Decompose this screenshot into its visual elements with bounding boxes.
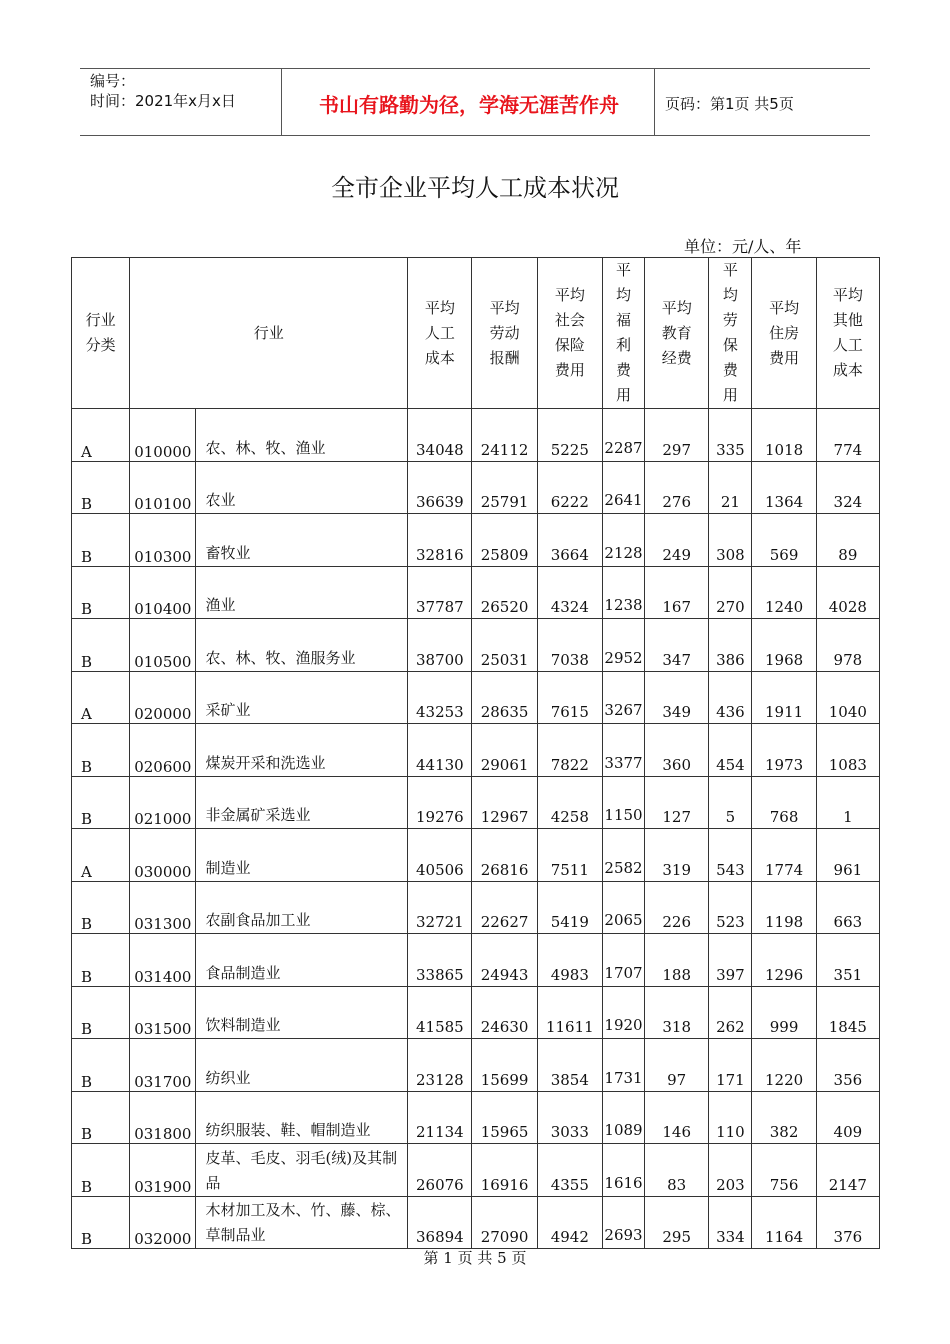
table-row [72,619,880,672]
avg-social-insurance-cell: 7038 [537,619,602,672]
industry-code-cell: 031900 [130,1144,196,1197]
header-page-label: 页码：第1页 共5页 [665,95,794,113]
avg-other-cost-cell: 1083 [816,724,879,777]
avg-labor-cost-cell: 44130 [408,724,472,777]
avg-welfare-cell: 1089 [602,1091,644,1144]
avg-housing-cell: 1911 [752,671,816,724]
avg-welfare-cell: 2582 [602,829,644,882]
avg-labor-cost-cell: 36894 [408,1196,472,1249]
avg-welfare-cell: 1707 [602,934,644,987]
avg-other-cost-cell: 376 [816,1196,879,1249]
header-avg-other-cost: 平均其他人工成本 [816,258,879,409]
avg-social-insurance-cell: 5225 [537,409,602,462]
header-avg-labor-cost: 平均人工成本 [408,258,472,409]
avg-labor-cost-cell: 36639 [408,461,472,514]
industry-name-cell: 纺织业 [196,1039,408,1092]
avg-welfare-cell: 1731 [602,1039,644,1092]
table-row [72,514,880,567]
table-row [72,1039,880,1092]
industry-class-cell: B [72,724,130,777]
avg-social-insurance-cell: 3664 [537,514,602,567]
avg-labor-cost-cell: 40506 [408,829,472,882]
avg-other-cost-cell: 1 [816,776,879,829]
header-industry: 行业 [130,258,408,409]
header-avg-housing: 平均住房费用 [752,258,816,409]
avg-welfare-cell: 2693 [602,1196,644,1249]
industry-class-cell: B [72,619,130,672]
industry-code-cell: 021000 [130,776,196,829]
avg-education-cell: 349 [645,671,709,724]
avg-housing-cell: 569 [752,514,816,567]
industry-name-cell: 非金属矿采选业 [196,776,408,829]
industry-name-cell: 农、林、牧、渔业 [196,409,408,462]
avg-remuneration-cell: 25031 [472,619,537,672]
avg-education-cell: 188 [645,934,709,987]
industry-code-cell: 020000 [130,671,196,724]
industry-name-cell: 饮料制造业 [196,986,408,1039]
avg-labor-protection-cell: 270 [709,566,752,619]
industry-class-cell: B [72,776,130,829]
document-time-label: 时间：2021年x月x日 [90,92,236,110]
table-row [72,986,880,1039]
avg-social-insurance-cell: 7615 [537,671,602,724]
avg-welfare-cell: 1150 [602,776,644,829]
industry-name-cell: 农业 [196,461,408,514]
page-footer: 第 1 页 共 5 页 [423,1249,527,1267]
avg-other-cost-cell: 324 [816,461,879,514]
table-row [72,671,880,724]
avg-welfare-cell: 2641 [602,461,644,514]
avg-social-insurance-cell: 7822 [537,724,602,777]
document-title: 全市企业平均人工成本状况 [331,174,619,202]
industry-code-cell: 010400 [130,566,196,619]
avg-housing-cell: 1198 [752,881,816,934]
avg-other-cost-cell: 774 [816,409,879,462]
header-avg-labor-protection: 平均劳保费用 [709,258,752,409]
industry-name-cell: 纺织服装、鞋、帽制造业 [196,1091,408,1144]
avg-housing-cell: 756 [752,1144,816,1197]
avg-remuneration-cell: 28635 [472,671,537,724]
labor-cost-table [71,257,880,1249]
avg-welfare-cell: 2128 [602,514,644,567]
avg-education-cell: 226 [645,881,709,934]
avg-remuneration-cell: 12967 [472,776,537,829]
avg-labor-cost-cell: 38700 [408,619,472,672]
avg-remuneration-cell: 24943 [472,934,537,987]
avg-labor-protection-cell: 335 [709,409,752,462]
industry-class-cell: B [72,566,130,619]
industry-name-cell: 食品制造业 [196,934,408,987]
industry-class-cell: B [72,986,130,1039]
avg-labor-cost-cell: 32721 [408,881,472,934]
avg-education-cell: 97 [645,1039,709,1092]
avg-remuneration-cell: 29061 [472,724,537,777]
industry-class-cell: B [72,934,130,987]
header-avg-remuneration: 平均劳动报酬 [472,258,537,409]
avg-welfare-cell: 1920 [602,986,644,1039]
avg-social-insurance-cell: 4355 [537,1144,602,1197]
avg-other-cost-cell: 89 [816,514,879,567]
avg-labor-cost-cell: 37787 [408,566,472,619]
avg-education-cell: 295 [645,1196,709,1249]
industry-name-cell: 皮革、毛皮、羽毛(绒)及其制品 [196,1144,408,1197]
avg-education-cell: 83 [645,1144,709,1197]
avg-welfare-cell: 2065 [602,881,644,934]
table-row [72,1091,880,1144]
industry-code-cell: 010500 [130,619,196,672]
avg-labor-cost-cell: 19276 [408,776,472,829]
industry-code-cell: 031800 [130,1091,196,1144]
table-row [72,829,880,882]
table-header-row [72,258,880,409]
avg-housing-cell: 1364 [752,461,816,514]
avg-housing-cell: 1968 [752,619,816,672]
avg-other-cost-cell: 978 [816,619,879,672]
avg-social-insurance-cell: 11611 [537,986,602,1039]
avg-social-insurance-cell: 7511 [537,829,602,882]
table-body [72,409,880,1249]
header-divider [281,69,282,135]
avg-housing-cell: 1973 [752,724,816,777]
table-row [72,566,880,619]
avg-welfare-cell: 3377 [602,724,644,777]
avg-labor-protection-cell: 397 [709,934,752,987]
avg-education-cell: 146 [645,1091,709,1144]
avg-other-cost-cell: 961 [816,829,879,882]
avg-housing-cell: 1240 [752,566,816,619]
avg-social-insurance-cell: 3854 [537,1039,602,1092]
avg-labor-cost-cell: 41585 [408,986,472,1039]
table-row [72,1144,880,1197]
industry-code-cell: 032000 [130,1196,196,1249]
avg-housing-cell: 999 [752,986,816,1039]
avg-housing-cell: 382 [752,1091,816,1144]
avg-labor-cost-cell: 33865 [408,934,472,987]
header-avg-welfare: 平均福利费用 [602,258,644,409]
industry-code-cell: 031300 [130,881,196,934]
avg-housing-cell: 1296 [752,934,816,987]
avg-other-cost-cell: 356 [816,1039,879,1092]
avg-labor-protection-cell: 334 [709,1196,752,1249]
avg-housing-cell: 1164 [752,1196,816,1249]
header-meta [90,71,280,111]
avg-labor-protection-cell: 21 [709,461,752,514]
avg-remuneration-cell: 22627 [472,881,537,934]
avg-labor-protection-cell: 262 [709,986,752,1039]
avg-education-cell: 347 [645,619,709,672]
avg-welfare-cell: 1616 [602,1144,644,1197]
avg-remuneration-cell: 25791 [472,461,537,514]
avg-housing-cell: 1018 [752,409,816,462]
avg-remuneration-cell: 27090 [472,1196,537,1249]
avg-remuneration-cell: 26520 [472,566,537,619]
industry-class-cell: A [72,409,130,462]
table-row [72,724,880,777]
avg-labor-protection-cell: 543 [709,829,752,882]
header-divider [654,69,655,135]
industry-name-cell: 煤炭开采和洗选业 [196,724,408,777]
avg-labor-cost-cell: 34048 [408,409,472,462]
avg-remuneration-cell: 16916 [472,1144,537,1197]
industry-code-cell: 031500 [130,986,196,1039]
table-row [72,881,880,934]
table-row [72,934,880,987]
avg-labor-protection-cell: 110 [709,1091,752,1144]
industry-class-cell: B [72,1039,130,1092]
industry-class-cell: B [72,1196,130,1249]
industry-class-cell: B [72,1091,130,1144]
unit-label: 单位：元/人、年 [684,237,802,256]
avg-education-cell: 319 [645,829,709,882]
industry-class-cell: B [72,1144,130,1197]
avg-remuneration-cell: 24630 [472,986,537,1039]
avg-labor-cost-cell: 43253 [408,671,472,724]
avg-labor-cost-cell: 23128 [408,1039,472,1092]
avg-remuneration-cell: 15699 [472,1039,537,1092]
header-motto: 书山有路勤为径，学海无涯苦作舟 [319,93,619,117]
avg-welfare-cell: 2952 [602,619,644,672]
industry-code-cell: 010300 [130,514,196,567]
avg-other-cost-cell: 351 [816,934,879,987]
avg-welfare-cell: 1238 [602,566,644,619]
avg-labor-protection-cell: 5 [709,776,752,829]
industry-code-cell: 020600 [130,724,196,777]
avg-remuneration-cell: 25809 [472,514,537,567]
avg-social-insurance-cell: 3033 [537,1091,602,1144]
avg-welfare-cell: 2287 [602,409,644,462]
document-number-label: 编号： [90,72,136,90]
avg-labor-protection-cell: 523 [709,881,752,934]
avg-education-cell: 167 [645,566,709,619]
avg-labor-protection-cell: 386 [709,619,752,672]
avg-social-insurance-cell: 6222 [537,461,602,514]
table-row [72,409,880,462]
industry-class-cell: A [72,671,130,724]
avg-housing-cell: 1220 [752,1039,816,1092]
avg-labor-protection-cell: 171 [709,1039,752,1092]
avg-other-cost-cell: 2147 [816,1144,879,1197]
avg-education-cell: 360 [645,724,709,777]
table-row [72,461,880,514]
industry-name-cell: 农副食品加工业 [196,881,408,934]
avg-social-insurance-cell: 4324 [537,566,602,619]
industry-name-cell: 渔业 [196,566,408,619]
avg-other-cost-cell: 1040 [816,671,879,724]
industry-name-cell: 农、林、牧、渔服务业 [196,619,408,672]
avg-labor-protection-cell: 436 [709,671,752,724]
industry-name-cell: 木材加工及木、竹、藤、棕、草制品业 [196,1196,408,1249]
table-row [72,1196,880,1249]
header-industry-class: 行业分类 [72,258,130,409]
avg-labor-cost-cell: 26076 [408,1144,472,1197]
industry-name-cell: 采矿业 [196,671,408,724]
avg-education-cell: 318 [645,986,709,1039]
industry-code-cell: 010000 [130,409,196,462]
avg-education-cell: 127 [645,776,709,829]
table-row [72,776,880,829]
avg-labor-cost-cell: 32816 [408,514,472,567]
avg-other-cost-cell: 409 [816,1091,879,1144]
avg-remuneration-cell: 15965 [472,1091,537,1144]
industry-name-cell: 畜牧业 [196,514,408,567]
industry-class-cell: B [72,881,130,934]
industry-class-cell: B [72,461,130,514]
industry-class-cell: B [72,514,130,567]
avg-social-insurance-cell: 4258 [537,776,602,829]
avg-welfare-cell: 3267 [602,671,644,724]
header-avg-education: 平均教育经费 [645,258,709,409]
industry-code-cell: 010100 [130,461,196,514]
avg-social-insurance-cell: 4983 [537,934,602,987]
avg-remuneration-cell: 24112 [472,409,537,462]
industry-code-cell: 030000 [130,829,196,882]
avg-other-cost-cell: 663 [816,881,879,934]
industry-class-cell: A [72,829,130,882]
industry-name-cell: 制造业 [196,829,408,882]
avg-labor-protection-cell: 203 [709,1144,752,1197]
avg-social-insurance-cell: 4942 [537,1196,602,1249]
header-avg-social-insurance: 平均社会保险费用 [537,258,602,409]
page-header [80,68,870,136]
avg-education-cell: 297 [645,409,709,462]
avg-education-cell: 276 [645,461,709,514]
avg-housing-cell: 1774 [752,829,816,882]
avg-education-cell: 249 [645,514,709,567]
avg-labor-cost-cell: 21134 [408,1091,472,1144]
avg-labor-protection-cell: 454 [709,724,752,777]
avg-housing-cell: 768 [752,776,816,829]
avg-social-insurance-cell: 5419 [537,881,602,934]
avg-other-cost-cell: 4028 [816,566,879,619]
avg-remuneration-cell: 26816 [472,829,537,882]
industry-code-cell: 031700 [130,1039,196,1092]
avg-other-cost-cell: 1845 [816,986,879,1039]
industry-code-cell: 031400 [130,934,196,987]
avg-labor-protection-cell: 308 [709,514,752,567]
